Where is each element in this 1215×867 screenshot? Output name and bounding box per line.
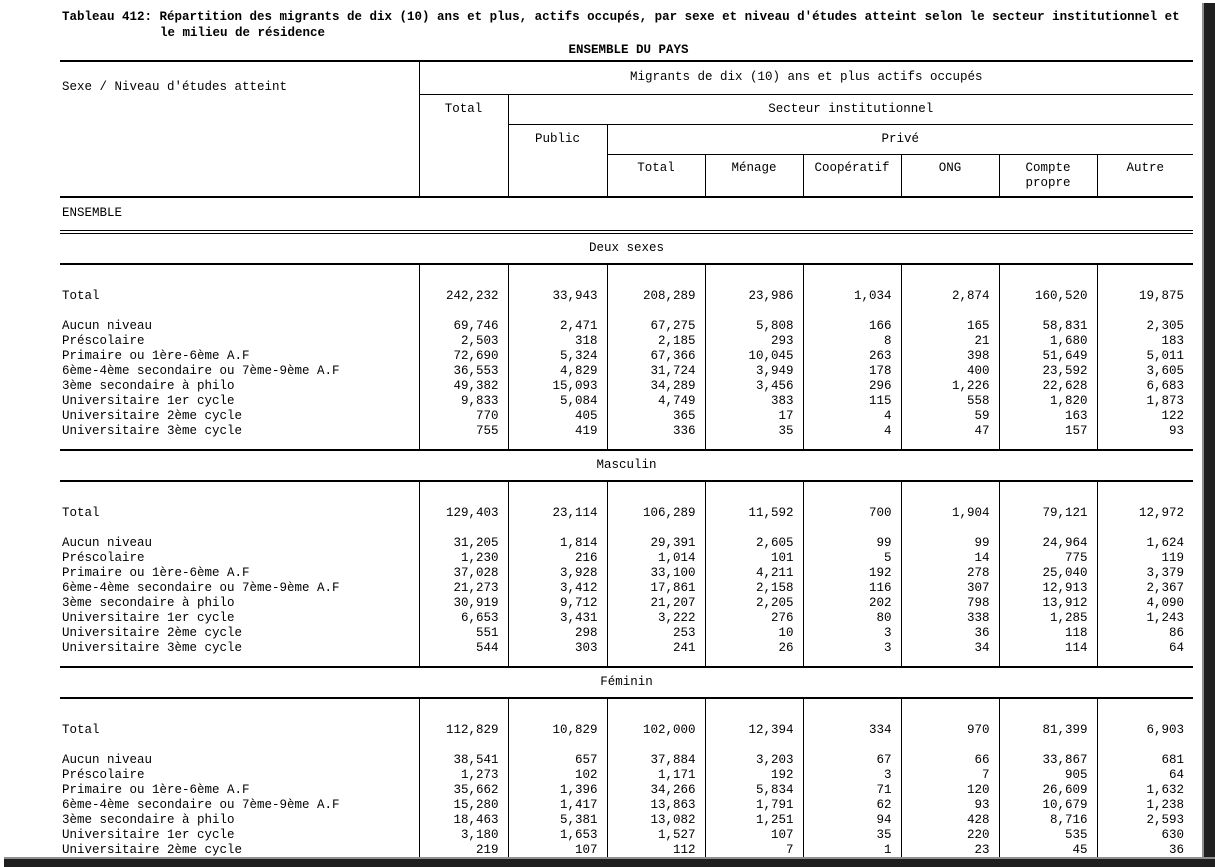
value-cell: 36 (901, 626, 999, 641)
value-cell: 34 (901, 641, 999, 667)
value-cell: 3 (803, 626, 901, 641)
value-cell: 163 (999, 409, 1097, 424)
row-label: Universitaire 3ème cycle (62, 424, 243, 438)
value-cell: 1,820 (999, 394, 1097, 409)
value-cell: 79,121 (999, 481, 1097, 523)
value-cell: 1,034 (803, 264, 901, 306)
value-cell: 630 (1097, 828, 1193, 843)
value-cell: 303 (508, 641, 607, 667)
value-cell: 1,226 (901, 379, 999, 394)
spacer-cell (419, 523, 508, 536)
table-title-line1: Tableau 412: Répartition des migrants de dix (10) ans et plus, actifs occupés, par sexe et niveau d'études atteint selon le secteur institutionnel et (62, 10, 1180, 24)
sector-group-header: Secteur institutionnel (508, 94, 1193, 124)
value-cell: 334 (803, 698, 901, 740)
value-cell: 34,289 (607, 379, 705, 394)
value-cell: 253 (607, 626, 705, 641)
spacer-cell (999, 306, 1097, 319)
value-cell: 365 (607, 409, 705, 424)
value-cell: 535 (999, 828, 1097, 843)
value-cell: 26 (705, 641, 803, 667)
spacer-cell (1097, 740, 1193, 753)
prive-group-header: Privé (607, 124, 1193, 154)
value-cell: 4,749 (607, 394, 705, 409)
value-cell: 775 (999, 551, 1097, 566)
section-title: Masculin (60, 450, 1193, 481)
value-cell: 3,949 (705, 364, 803, 379)
statistics-table (60, 60, 1193, 867)
value-cell: 37,028 (419, 566, 508, 581)
value-cell: 12,972 (1097, 481, 1193, 523)
value-cell: 1,251 (705, 813, 803, 828)
row-label: 3ème secondaire à philo (62, 813, 235, 827)
value-cell: 15,280 (419, 798, 508, 813)
value-cell: 10,829 (508, 698, 607, 740)
value-cell: 3,456 (705, 379, 803, 394)
value-cell: 1,230 (419, 551, 508, 566)
value-cell: 37,884 (607, 753, 705, 768)
spacer-cell (901, 523, 999, 536)
value-cell: 21 (901, 334, 999, 349)
table-title-line2: le milieu de résidence (160, 26, 326, 40)
value-cell: 21,273 (419, 581, 508, 596)
value-cell: 64 (1097, 768, 1193, 783)
spacer-cell (901, 306, 999, 319)
value-cell: 14 (901, 551, 999, 566)
value-cell: 62 (803, 798, 901, 813)
value-cell: 1,171 (607, 768, 705, 783)
value-cell: 2,605 (705, 536, 803, 551)
value-cell: 4,211 (705, 566, 803, 581)
value-cell: 1 (803, 843, 901, 858)
value-cell: 5,011 (1097, 349, 1193, 364)
value-cell: 12,394 (705, 698, 803, 740)
value-cell: 8 (803, 334, 901, 349)
value-cell: 51,649 (999, 349, 1097, 364)
value-cell: 93 (1097, 424, 1193, 450)
value-cell: 120 (901, 783, 999, 798)
row-label: Universitaire 2ème cycle (62, 843, 243, 857)
spacer-cell (803, 740, 901, 753)
value-cell: 7 (705, 843, 803, 858)
value-cell: 45 (999, 843, 1097, 858)
menage-column-header: Ménage (705, 154, 803, 197)
value-cell: 551 (419, 626, 508, 641)
value-cell: 1,243 (1097, 611, 1193, 626)
total-column-header: Total (419, 94, 508, 197)
value-cell: 1,417 (508, 798, 607, 813)
value-cell: 165 (901, 319, 999, 334)
spacer-cell (999, 740, 1097, 753)
value-cell: 220 (901, 828, 999, 843)
value-cell: 129,403 (419, 481, 508, 523)
value-cell: 4,090 (1097, 596, 1193, 611)
value-cell: 157 (999, 424, 1097, 450)
spacer-cell (508, 523, 607, 536)
value-cell: 3,379 (1097, 566, 1193, 581)
value-cell: 31,205 (419, 536, 508, 551)
value-cell: 3,180 (419, 828, 508, 843)
value-cell: 9,833 (419, 394, 508, 409)
value-cell: 10,679 (999, 798, 1097, 813)
value-cell: 5,381 (508, 813, 607, 828)
value-cell: 318 (508, 334, 607, 349)
row-label: Total (62, 289, 100, 303)
row-label: Universitaire 2ème cycle (62, 626, 243, 640)
value-cell: 23,592 (999, 364, 1097, 379)
value-cell: 29,391 (607, 536, 705, 551)
value-cell: 208,289 (607, 264, 705, 306)
value-cell: 1,285 (999, 611, 1097, 626)
spacer-cell (60, 740, 419, 753)
value-cell: 770 (419, 409, 508, 424)
spacer-cell (607, 740, 705, 753)
value-cell: 10 (705, 626, 803, 641)
spacer-cell (705, 306, 803, 319)
table-body (60, 197, 1193, 867)
value-cell: 5,834 (705, 783, 803, 798)
value-cell: 202 (803, 596, 901, 611)
value-cell: 114 (999, 641, 1097, 667)
value-cell: 19,875 (1097, 264, 1193, 306)
value-cell: 558 (901, 394, 999, 409)
value-cell: 34,266 (607, 783, 705, 798)
row-label: Total (62, 506, 100, 520)
value-cell: 23,114 (508, 481, 607, 523)
value-cell: 183 (1097, 334, 1193, 349)
value-cell: 5,324 (508, 349, 607, 364)
value-cell: 13,863 (607, 798, 705, 813)
value-cell: 657 (508, 753, 607, 768)
value-cell: 4,829 (508, 364, 607, 379)
value-cell: 2,205 (705, 596, 803, 611)
value-cell: 86 (1097, 626, 1193, 641)
value-cell: 755 (419, 424, 508, 450)
value-cell: 6,903 (1097, 698, 1193, 740)
value-cell: 2,471 (508, 319, 607, 334)
value-cell: 276 (705, 611, 803, 626)
value-cell: 106,289 (607, 481, 705, 523)
value-cell: 192 (803, 566, 901, 581)
column-group-header: Migrants de dix (10) ans et plus actifs occupés (419, 61, 1193, 94)
section-title: Deux sexes (60, 232, 1193, 264)
value-cell: 5,084 (508, 394, 607, 409)
value-cell: 107 (508, 843, 607, 858)
public-column-header: Public (508, 124, 607, 197)
value-cell: 178 (803, 364, 901, 379)
value-cell: 5 (803, 551, 901, 566)
value-cell: 59 (901, 409, 999, 424)
value-cell: 3,203 (705, 753, 803, 768)
spacer-cell (803, 523, 901, 536)
value-cell: 3,412 (508, 581, 607, 596)
value-cell: 4 (803, 424, 901, 450)
spacer-cell (1097, 306, 1193, 319)
value-cell: 33,100 (607, 566, 705, 581)
value-cell: 338 (901, 611, 999, 626)
value-cell: 241 (607, 641, 705, 667)
row-label: Aucun niveau (62, 536, 153, 550)
value-cell: 1,814 (508, 536, 607, 551)
window-frame-right (1202, 3, 1215, 867)
row-label: Primaire ou 1ère-6ème A.F (62, 566, 250, 580)
value-cell: 166 (803, 319, 901, 334)
value-cell: 544 (419, 641, 508, 667)
value-cell: 263 (803, 349, 901, 364)
value-cell: 58,831 (999, 319, 1097, 334)
value-cell: 405 (508, 409, 607, 424)
value-cell: 1,014 (607, 551, 705, 566)
value-cell: 67 (803, 753, 901, 768)
value-cell: 38,541 (419, 753, 508, 768)
value-cell: 798 (901, 596, 999, 611)
value-cell: 35 (803, 828, 901, 843)
value-cell: 21,207 (607, 596, 705, 611)
value-cell: 12,913 (999, 581, 1097, 596)
value-cell: 2,593 (1097, 813, 1193, 828)
value-cell: 3,605 (1097, 364, 1193, 379)
value-cell: 118 (999, 626, 1097, 641)
value-cell: 6,653 (419, 611, 508, 626)
value-cell: 298 (508, 626, 607, 641)
value-cell: 116 (803, 581, 901, 596)
value-cell: 7 (901, 768, 999, 783)
value-cell: 112 (607, 843, 705, 858)
value-cell: 93 (901, 798, 999, 813)
value-cell: 8,716 (999, 813, 1097, 828)
value-cell: 1,273 (419, 768, 508, 783)
value-cell: 36 (1097, 843, 1193, 858)
spacer-cell (419, 740, 508, 753)
value-cell: 17,861 (607, 581, 705, 596)
spacer-cell (607, 306, 705, 319)
value-cell: 13,082 (607, 813, 705, 828)
value-cell: 115 (803, 394, 901, 409)
value-cell: 66 (901, 753, 999, 768)
value-cell: 1,624 (1097, 536, 1193, 551)
value-cell: 17 (705, 409, 803, 424)
row-label: Primaire ou 1ère-6ème A.F (62, 783, 250, 797)
row-label: Universitaire 3ème cycle (62, 641, 243, 655)
value-cell: 36,553 (419, 364, 508, 379)
stub-header: Sexe / Niveau d'études atteint (60, 61, 419, 197)
value-cell: 99 (803, 536, 901, 551)
value-cell: 307 (901, 581, 999, 596)
value-cell: 49,382 (419, 379, 508, 394)
value-cell: 3,222 (607, 611, 705, 626)
value-cell: 24,964 (999, 536, 1097, 551)
spacer-cell (607, 523, 705, 536)
row-label: 6ème-4ème secondaire ou 7ème-9ème A.F (62, 798, 340, 812)
value-cell: 122 (1097, 409, 1193, 424)
value-cell: 33,943 (508, 264, 607, 306)
value-cell: 3 (803, 768, 901, 783)
spacer-cell (901, 740, 999, 753)
title-block (0, 0, 1215, 58)
value-cell: 1,904 (901, 481, 999, 523)
value-cell: 1,527 (607, 828, 705, 843)
value-cell: 3,928 (508, 566, 607, 581)
value-cell: 219 (419, 843, 508, 858)
value-cell: 3,431 (508, 611, 607, 626)
spacer-cell (60, 523, 419, 536)
value-cell: 33,867 (999, 753, 1097, 768)
spacer-cell (705, 523, 803, 536)
table-header (60, 61, 1193, 197)
value-cell: 905 (999, 768, 1097, 783)
value-cell: 1,791 (705, 798, 803, 813)
value-cell: 2,185 (607, 334, 705, 349)
value-cell: 2,503 (419, 334, 508, 349)
prive-total-column-header: Total (607, 154, 705, 197)
row-label: 3ème secondaire à philo (62, 596, 235, 610)
value-cell: 47 (901, 424, 999, 450)
value-cell: 64 (1097, 641, 1193, 667)
value-cell: 1,873 (1097, 394, 1193, 409)
value-cell: 2,367 (1097, 581, 1193, 596)
value-cell: 296 (803, 379, 901, 394)
value-cell: 102 (508, 768, 607, 783)
value-cell: 72,690 (419, 349, 508, 364)
row-label: Universitaire 1er cycle (62, 611, 235, 625)
autre-column-header: Autre (1097, 154, 1193, 197)
value-cell: 81,399 (999, 698, 1097, 740)
value-cell: 10,045 (705, 349, 803, 364)
row-label: 3ème secondaire à philo (62, 379, 235, 393)
row-label: Préscolaire (62, 551, 145, 565)
row-label: Primaire ou 1ère-6ème A.F (62, 349, 250, 363)
value-cell: 398 (901, 349, 999, 364)
spacer-cell (1097, 523, 1193, 536)
value-cell: 107 (705, 828, 803, 843)
value-cell: 681 (1097, 753, 1193, 768)
cooperatif-column-header: Coopératif (803, 154, 901, 197)
row-label: Aucun niveau (62, 319, 153, 333)
spacer-cell (705, 740, 803, 753)
row-label: Préscolaire (62, 768, 145, 782)
value-cell: 15,093 (508, 379, 607, 394)
region-title: ENSEMBLE DU PAYS (568, 43, 689, 57)
spacer-cell (999, 523, 1097, 536)
ensemble-section-label: ENSEMBLE (60, 197, 1193, 232)
value-cell: 6,683 (1097, 379, 1193, 394)
value-cell: 25,040 (999, 566, 1097, 581)
value-cell: 67,275 (607, 319, 705, 334)
value-cell: 192 (705, 768, 803, 783)
spacer-cell (803, 306, 901, 319)
value-cell: 293 (705, 334, 803, 349)
value-cell: 13,912 (999, 596, 1097, 611)
value-cell: 2,874 (901, 264, 999, 306)
value-cell: 99 (901, 536, 999, 551)
value-cell: 2,158 (705, 581, 803, 596)
value-cell: 3 (803, 641, 901, 667)
value-cell: 336 (607, 424, 705, 450)
value-cell: 23 (901, 843, 999, 858)
value-cell: 400 (901, 364, 999, 379)
value-cell: 102,000 (607, 698, 705, 740)
value-cell: 970 (901, 698, 999, 740)
value-cell: 69,746 (419, 319, 508, 334)
value-cell: 23,986 (705, 264, 803, 306)
spacer-cell (60, 306, 419, 319)
value-cell: 67,366 (607, 349, 705, 364)
value-cell: 119 (1097, 551, 1193, 566)
row-label: Universitaire 1er cycle (62, 394, 235, 408)
value-cell: 242,232 (419, 264, 508, 306)
value-cell: 1,396 (508, 783, 607, 798)
value-cell: 80 (803, 611, 901, 626)
row-label: Universitaire 2ème cycle (62, 409, 243, 423)
value-cell: 700 (803, 481, 901, 523)
value-cell: 278 (901, 566, 999, 581)
compte-propre-column-header: Compte propre (999, 154, 1097, 197)
value-cell: 35,662 (419, 783, 508, 798)
value-cell: 2,305 (1097, 319, 1193, 334)
value-cell: 428 (901, 813, 999, 828)
row-label: 6ème-4ème secondaire ou 7ème-9ème A.F (62, 581, 340, 595)
row-label: Préscolaire (62, 334, 145, 348)
value-cell: 22,628 (999, 379, 1097, 394)
value-cell: 216 (508, 551, 607, 566)
value-cell: 9,712 (508, 596, 607, 611)
row-label: Aucun niveau (62, 753, 153, 767)
row-label: Universitaire 1er cycle (62, 828, 235, 842)
value-cell: 160,520 (999, 264, 1097, 306)
value-cell: 35 (705, 424, 803, 450)
value-cell: 419 (508, 424, 607, 450)
spacer-cell (419, 306, 508, 319)
ong-column-header: ONG (901, 154, 999, 197)
row-label: 6ème-4ème secondaire ou 7ème-9ème A.F (62, 364, 340, 378)
value-cell: 31,724 (607, 364, 705, 379)
value-cell: 30,919 (419, 596, 508, 611)
value-cell: 1,653 (508, 828, 607, 843)
value-cell: 101 (705, 551, 803, 566)
window-frame-bottom (4, 857, 1215, 867)
spacer-cell (508, 306, 607, 319)
value-cell: 4 (803, 409, 901, 424)
section-title: Féminin (60, 667, 1193, 698)
spacer-cell (508, 740, 607, 753)
row-label: Total (62, 723, 100, 737)
value-cell: 18,463 (419, 813, 508, 828)
value-cell: 26,609 (999, 783, 1097, 798)
value-cell: 1,238 (1097, 798, 1193, 813)
value-cell: 112,829 (419, 698, 508, 740)
value-cell: 5,808 (705, 319, 803, 334)
value-cell: 383 (705, 394, 803, 409)
value-cell: 71 (803, 783, 901, 798)
value-cell: 1,680 (999, 334, 1097, 349)
value-cell: 94 (803, 813, 901, 828)
value-cell: 1,632 (1097, 783, 1193, 798)
value-cell: 11,592 (705, 481, 803, 523)
